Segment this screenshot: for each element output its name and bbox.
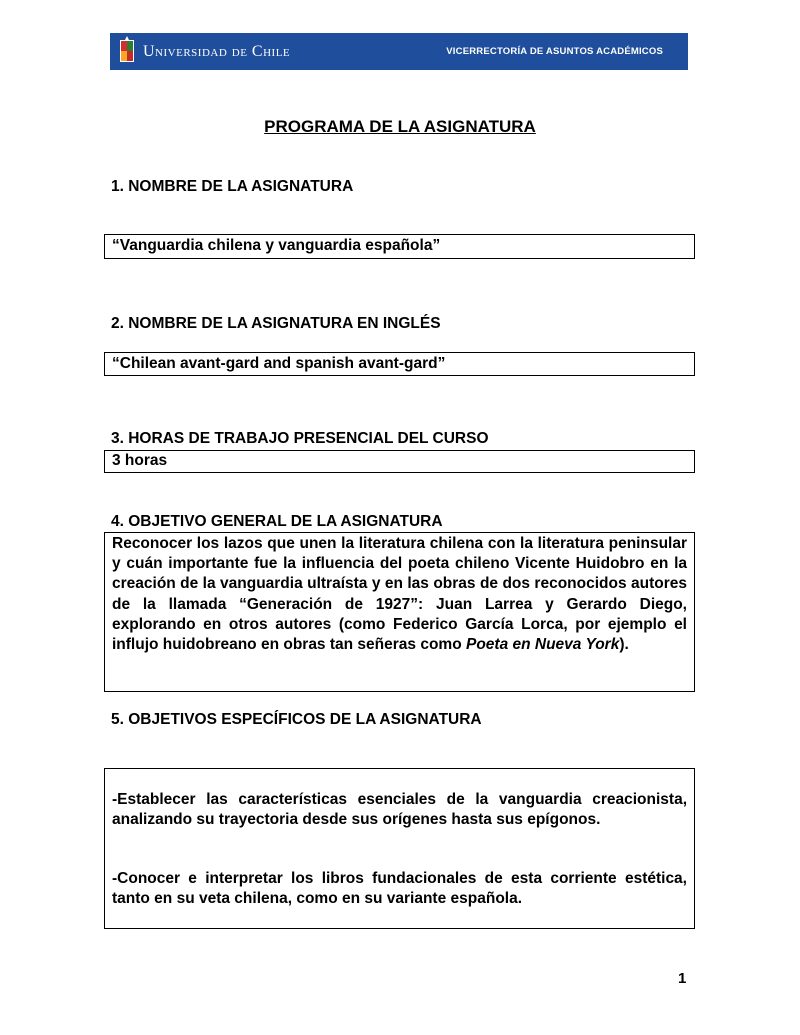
university-seal-icon — [118, 36, 136, 66]
section-5-heading: 5. OBJETIVOS ESPECÍFICOS DE LA ASIGNATURA — [111, 711, 482, 728]
section-4-box — [104, 532, 695, 692]
section-2-value: “Chilean avant-gard and spanish avant-gard” — [112, 355, 446, 372]
vicerrectoria-name: VICERRECTORÍA DE ASUNTOS ACADÉMICOS — [446, 46, 663, 57]
section-2-box — [104, 352, 695, 376]
specific-objective-2: -Conocer e interpretar los libros fundacionales de esta corriente estética, tanto en su veta chilena, como en su variante española. — [112, 870, 687, 908]
specific-objective-1: -Establecer las características esenciales de la vanguardia creacionista, analizando su trayectoria desde sus orígenes hasta sus epígonos. — [112, 791, 687, 829]
section-5-box — [104, 768, 695, 929]
section-4-heading: 4. OBJETIVO GENERAL DE LA ASIGNATURA — [111, 513, 443, 530]
general-objective-title: Poeta en Nueva York — [465, 636, 620, 654]
header-banner — [110, 33, 688, 70]
section-1-box — [104, 234, 695, 259]
page-title: PROGRAMA DE LA ASIGNATURA — [264, 117, 536, 136]
section-3-value: 3 horas — [112, 452, 168, 469]
general-objective-end: ). — [619, 636, 629, 654]
general-objective-text — [112, 534, 687, 655]
university-name: Universidad de Chile — [143, 43, 291, 60]
section-2-heading: 2. NOMBRE DE LA ASIGNATURA EN INGLÉS — [111, 315, 441, 332]
section-3-heading: 3. HORAS DE TRABAJO PRESENCIAL DEL CURSO — [111, 430, 489, 447]
page-number: 1 — [678, 970, 687, 987]
section-1-value: “Vanguardia chilena y vanguardia española” — [112, 237, 441, 254]
section-1-heading: 1. NOMBRE DE LA ASIGNATURA — [111, 178, 354, 195]
general-objective-main: Reconocer los lazos que unen la literatura chilena con la literatura peninsular y cuán importante fue la influencia del poeta chileno Vicente Huidobro en la creación de la vanguardia ultraísta y en las obras de dos reconocidos autores de la llamada “Generación de 1927”: Juan Larrea y Gerardo Diego, explorando en otros autores (como Federico García Lorca, por ejemplo el influjo huidobreano en obras tan señeras como — [112, 535, 687, 654]
section-3-box — [104, 450, 695, 473]
